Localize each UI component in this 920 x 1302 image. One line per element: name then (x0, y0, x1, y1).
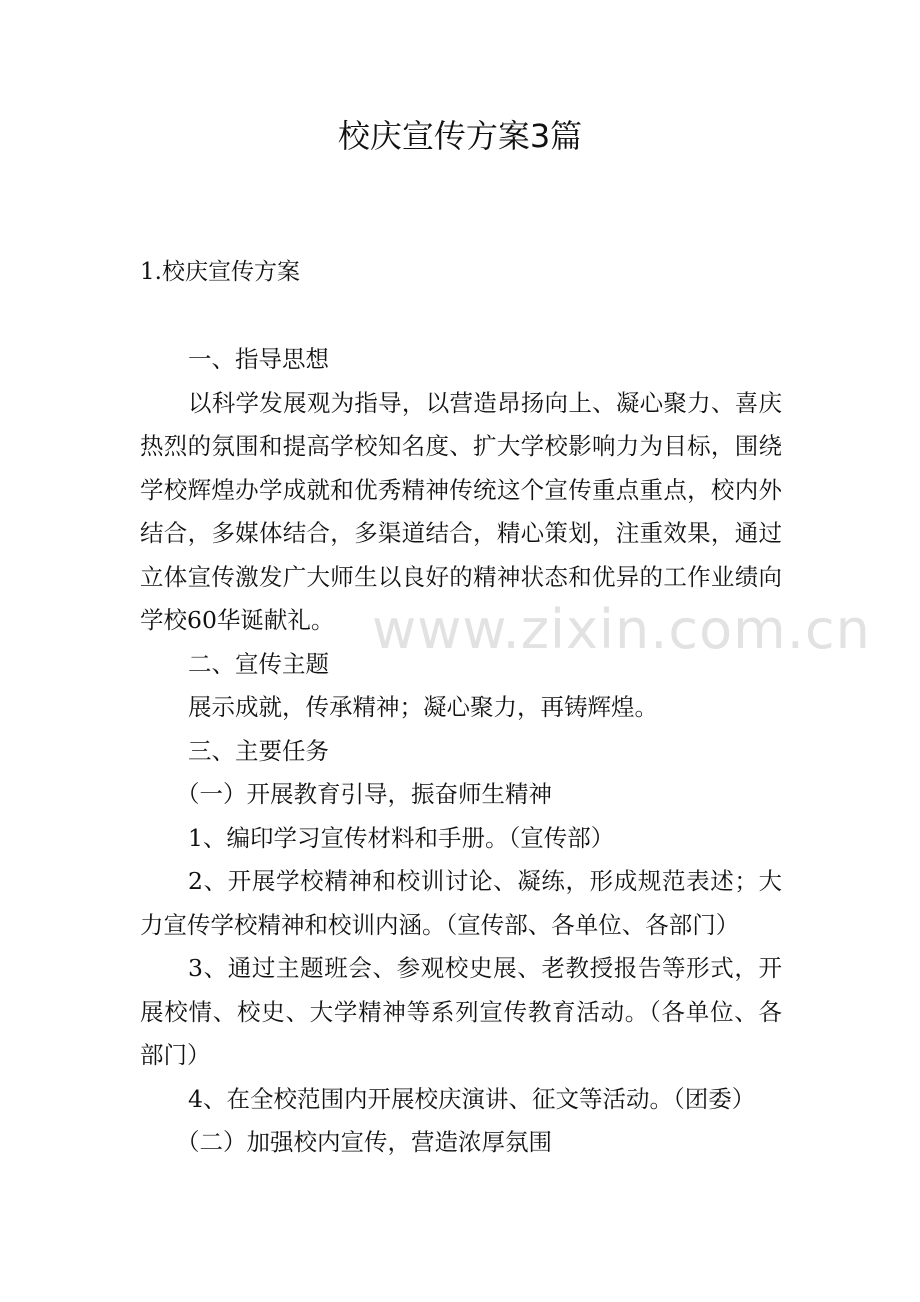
paragraph: 二、宣传主题 (188, 649, 329, 678)
section-heading: 1.校庆宣传方案 (140, 259, 300, 285)
paragraph: 1、编印学习宣传材料和手册。（宣传部） (188, 823, 615, 852)
paragraph: 3、通过主题班会、参观校史展、老教授报告等形式，开展校情、校史、大学精神等系列宣传教育活动。（各单位、各部门） (140, 954, 782, 1069)
paragraph: 4、在全校范围内开展校庆演讲、征文等活动。（团委） (188, 1084, 756, 1113)
document-body (140, 338, 782, 1165)
paragraph: 展示成就，传承精神；凝心聚力，再铸辉煌。 (188, 693, 658, 721)
watermark: www.zixin.com.cn (372, 598, 871, 661)
paragraph: （二）加强校内宣传，营造浓厚氛围 (176, 1128, 552, 1156)
paragraph: （一）开展教育引导，振奋师生精神 (176, 780, 552, 808)
paragraph: 三、主要任务 (188, 736, 329, 765)
document-title: 校庆宣传方案3篇 (337, 117, 583, 155)
paragraph: 以科学发展观为指导，以营造昂扬向上、凝心聚力、喜庆热烈的氛围和提高学校知名度、扩大学校影响力为目标，围绕学校辉煌办学成就和优秀精神传统这个宣传重点重点，校内外结合，多媒体结合，多渠道结合，精心策划，注重效果，通过立体宣传激发广大师生以良好的精神状态和优异的工作业绩向学校60华诞献礼。 (140, 388, 782, 634)
paragraph: 一、指导思想 (188, 345, 329, 373)
paragraph: 2、开展学校精神和校训讨论、凝练，形成规范表述；大力宣传学校精神和校训内涵。（宣传部、各单位、各部门） (140, 867, 782, 939)
